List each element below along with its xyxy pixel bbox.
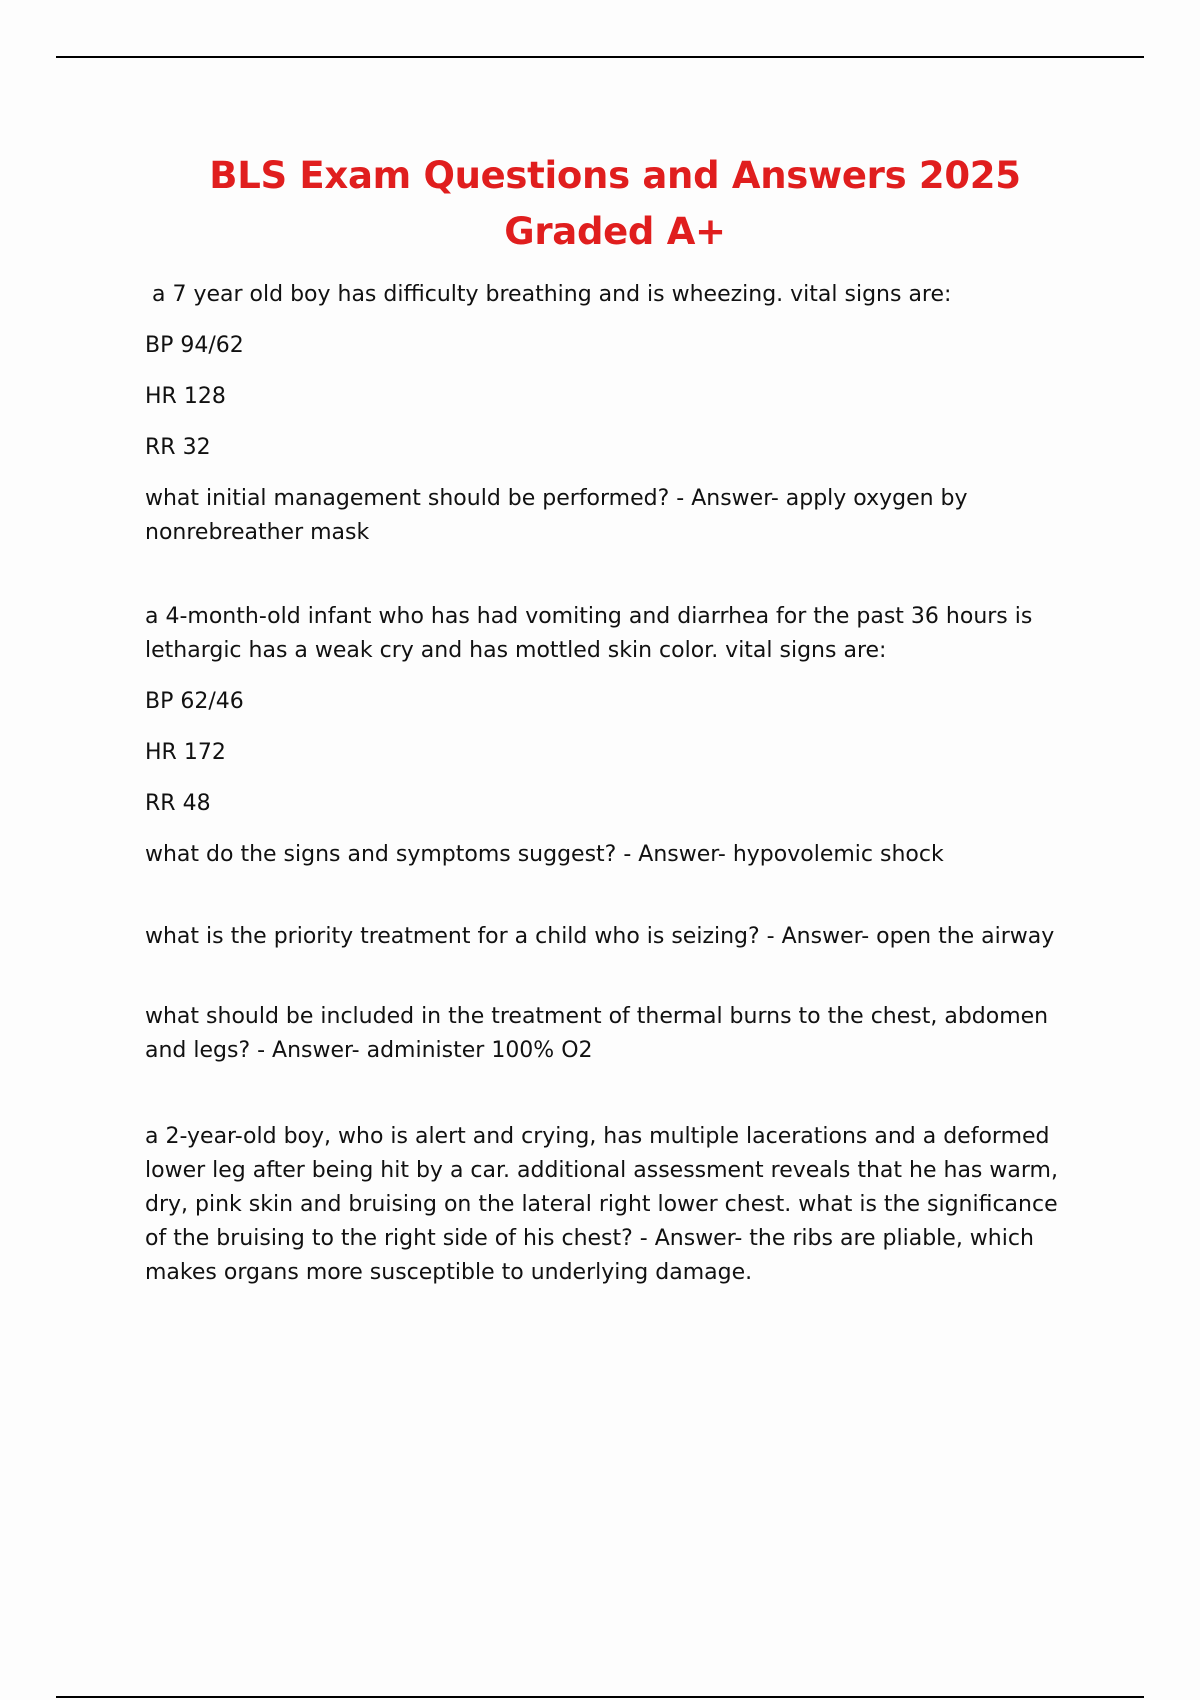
question-answer: what is the priority treatment for a child who is seizing? - Answer- open the airway: [145, 924, 1055, 949]
document-title: BLS Exam Questions and Answers 2025 Graded A+: [209, 154, 1021, 253]
question-answer: a 2-year-old boy, who is alert and crying, has multiple lacerations and a deformed lower leg after being hit by a car. additional assessment reveals that he has warm, dry, pink skin and bruising on the lateral right lower chest. what is the significance of the bruising to the right side of his chest? - Answer- the ribs are pliable, which makes organs more susceptible to underlying damage.: [145, 1124, 1058, 1285]
vital-sign-rr: RR 48: [145, 791, 211, 816]
question-block: [145, 920, 1085, 954]
vital-sign-bp: BP 94/62: [145, 333, 244, 358]
question-answer: what initial management should be performed? - Answer- apply oxygen by nonrebreather mask: [145, 486, 968, 545]
question-block: [145, 278, 1085, 550]
vital-sign-hr: HR 128: [145, 384, 226, 409]
question-answer: what should be included in the treatment of thermal burns to the chest, abdomen and legs? - Answer- administer 100% O2: [145, 1004, 1049, 1063]
question-block: [145, 1000, 1085, 1068]
vital-sign-hr: HR 172: [145, 740, 226, 765]
footer-rule: [56, 1696, 1144, 1698]
question-text: a 7 year old boy has difficulty breathing and is wheezing. vital signs are:: [152, 282, 952, 307]
question-block: [145, 600, 1085, 872]
vital-sign-rr: RR 32: [145, 435, 211, 460]
header-rule: [56, 56, 1144, 58]
vital-sign-bp: BP 62/46: [145, 689, 244, 714]
document-body: [145, 278, 1085, 1307]
question-block: [145, 1120, 1085, 1290]
question-answer: what do the signs and symptoms suggest? - Answer- hypovolemic shock: [145, 842, 944, 867]
question-text: a 4-month-old infant who has had vomiting and diarrhea for the past 36 hours is lethargic has a weak cry and has mottled skin color. vital signs are:: [145, 604, 1033, 663]
